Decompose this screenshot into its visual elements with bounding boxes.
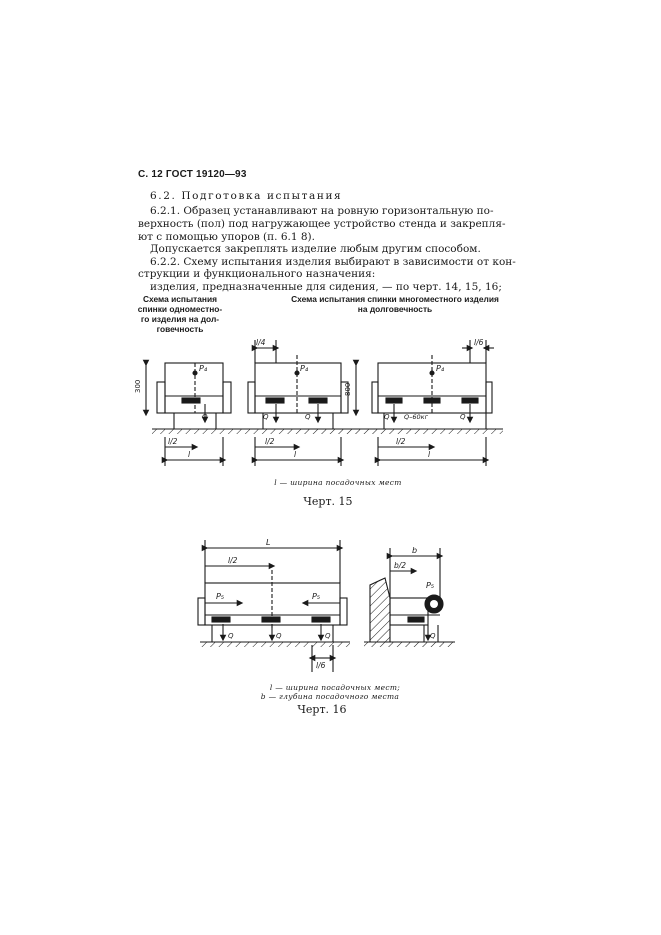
fig15-label-lhalf-double: l/2: [265, 437, 275, 446]
fig15-label-p4-double: P₄: [300, 364, 309, 373]
fig15-label-l-triple: l: [428, 450, 431, 459]
fig15-label-300: 300: [134, 379, 142, 393]
fig16-title: Черт. 16: [297, 703, 347, 716]
fig16-label-lhalf: l/2: [228, 556, 238, 565]
fig16-sofa-front: [198, 540, 350, 672]
paragraph-6-2-1-line2: верхность (пол) под нагружающее устройство стенда и закрепля-: [138, 218, 506, 230]
page-header: С. 12 ГОСТ 19120—93: [138, 169, 247, 180]
fig15-label-lhalf-triple: l/2: [396, 437, 406, 446]
fig15-two-seat: [248, 340, 356, 466]
caption-multi-seat: Схема испытания спинки многоместного изделия на долговечность: [291, 294, 499, 314]
fig15-label-q-triple-2: Q: [460, 413, 466, 421]
fig15-title: Черт. 15: [303, 495, 353, 508]
fig16-label-p5-right: P₅: [312, 592, 321, 601]
paragraph-6-2-2-line3: изделия, предназначенные для сидения, — по черт. 14, 15, 16;: [150, 281, 502, 293]
fig15-label-lquarter: l/4: [256, 338, 266, 347]
fig16-label-lsixth: l/6: [316, 661, 326, 670]
fig16-label-p5-side: P₅: [426, 581, 435, 590]
paragraph-6-2-1-line1: 6.2.1. Образец устанавливают на ровную горизонтальную по-: [150, 205, 494, 217]
fig16-label-q-3: Q: [325, 632, 331, 640]
paragraph-6-2-2-line1: 6.2.2. Схему испытания изделия выбирают в зависимости от кон-: [150, 256, 516, 268]
fig15-label-l-double: l: [294, 450, 297, 459]
fig15-label-p4-triple: P₄: [436, 364, 445, 373]
fig15-label-p4-single: P₄: [199, 364, 208, 373]
fig16-label-p5-left: P₅: [216, 592, 225, 601]
fig15-label-q-triple-1: Q: [384, 413, 390, 421]
fig15-label-lhalf-single: l/2: [168, 437, 178, 446]
fig15-label-l-single: l: [188, 450, 191, 459]
fig16-label-q-2: Q: [276, 632, 282, 640]
fig15-label-q-expr: Q–60кг: [404, 413, 428, 421]
fig16-label-l: L: [266, 538, 271, 547]
fig16-label-q-side: Q: [430, 632, 436, 640]
fig16-label-q-1: Q: [228, 632, 234, 640]
fig16-sofa-side: [364, 548, 455, 647]
fig15-three-seat: [372, 340, 494, 466]
fig16-note-line1: l — ширина посадочных мест;: [269, 683, 401, 692]
fig15-label-q-double-1: Q: [263, 413, 269, 421]
fig15-label-q-single: Q: [202, 413, 208, 421]
fig16-label-b: b: [412, 546, 418, 555]
paragraph-allowed: Допускается закреплять изделие любым другим способом.: [150, 243, 481, 255]
paragraph-6-2-2-line2: струкции и функционального назначения:: [138, 268, 376, 280]
fig15-label-800: 800: [344, 382, 352, 396]
paragraph-6-2-1-line3: ют с помощью упоров (п. 6.1 8).: [138, 231, 315, 243]
fig16-note-line2: b — глубина посадочного места: [260, 692, 400, 701]
fig15-label-q-double-2: Q: [305, 413, 311, 421]
fig15-label-lsixth: l/6: [474, 338, 484, 347]
section-title: 6.2. Подготовка испытания: [150, 190, 343, 202]
caption-single-seat: Схема испытания спинки одноместно- го изделия на дол- говечность: [137, 294, 223, 334]
fig15-note: l — ширина посадочных мест: [274, 478, 402, 487]
fig16-label-bhalf: b/2: [394, 561, 407, 570]
